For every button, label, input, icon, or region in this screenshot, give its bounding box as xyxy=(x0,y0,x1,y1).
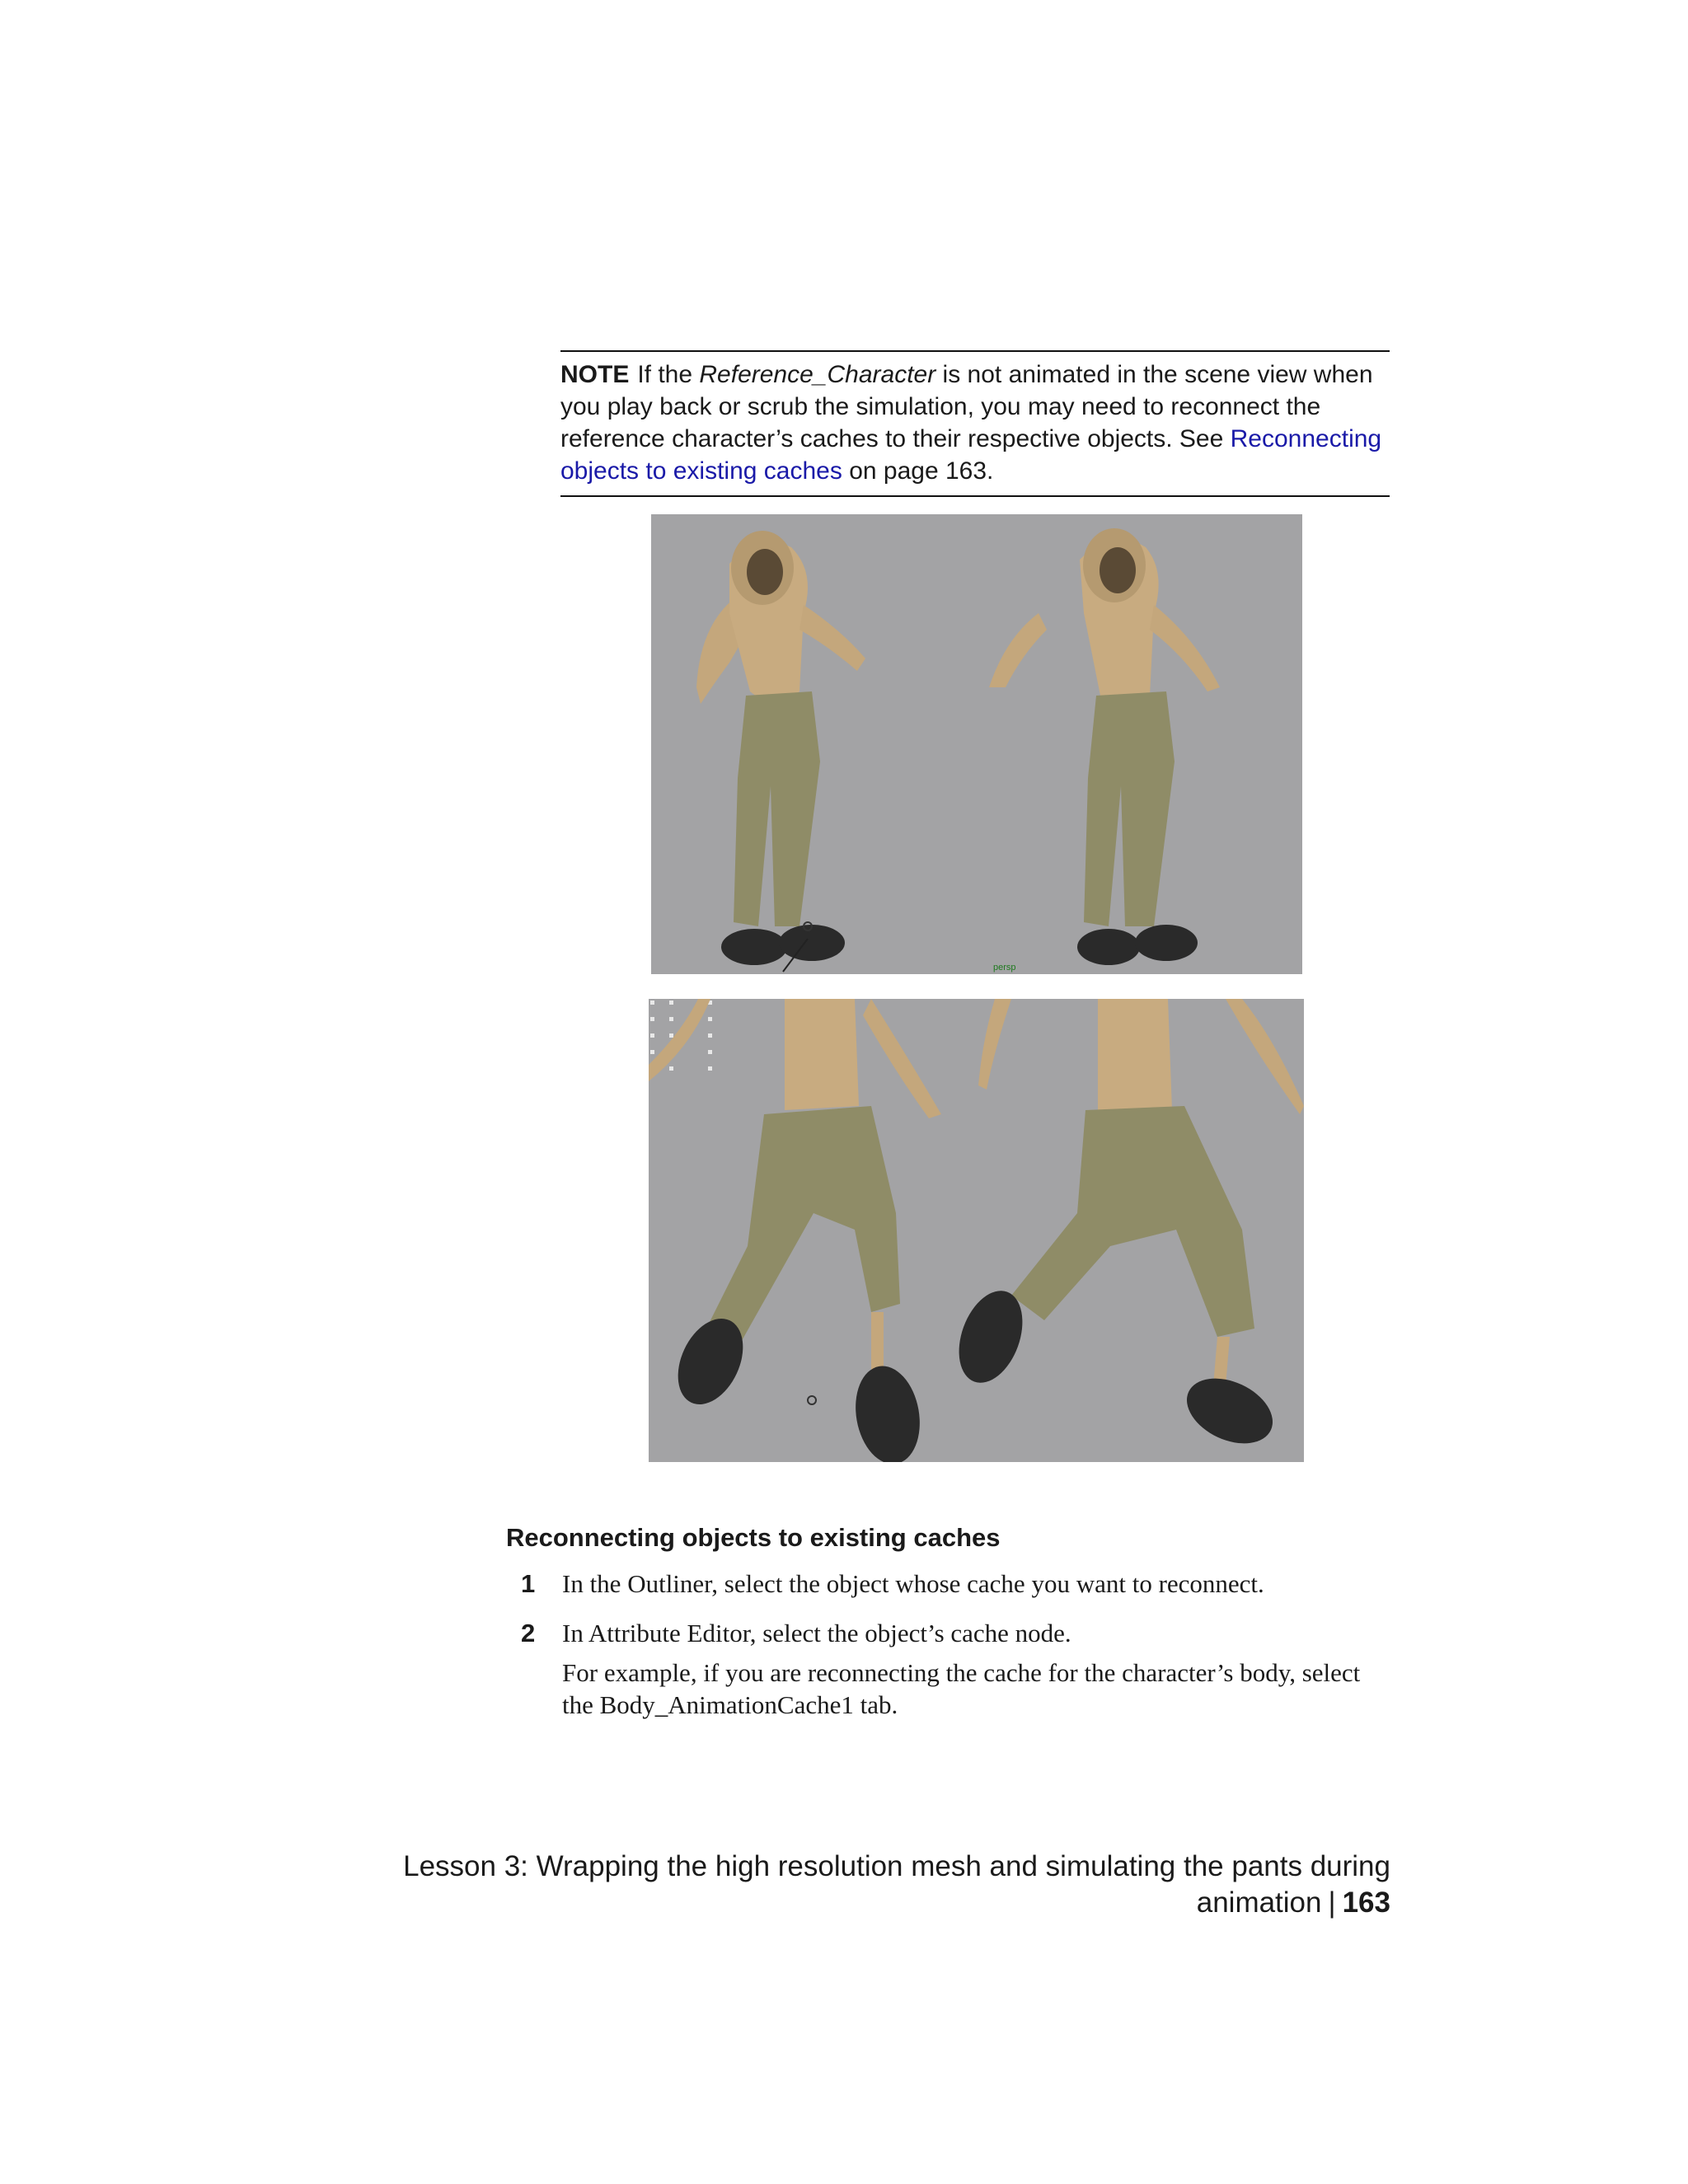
left-lower-body xyxy=(649,999,941,1462)
character-render-top xyxy=(651,514,1302,974)
step-number: 1 xyxy=(521,1569,536,1598)
note-box xyxy=(560,350,1390,497)
footer-separator: | xyxy=(1328,1886,1336,1919)
right-lower-body xyxy=(947,999,1304,1456)
character-render-bottom xyxy=(649,999,1304,1462)
note-text-after: on page 163. xyxy=(842,457,994,485)
note-text-middle: is not animated in the scene view when you play back or scrub the simulation, you may need to reconnect the reference character’s caches to their respective objects. See xyxy=(560,361,1373,452)
page-number: 163 xyxy=(1342,1886,1390,1919)
note-label: NOTE xyxy=(560,361,630,388)
section-heading: Reconnecting objects to existing caches xyxy=(506,1523,1001,1552)
running-title: Lesson 3: Wrapping the high resolution mesh and simulating the pants during animation xyxy=(403,1850,1390,1919)
note-text-before: If the xyxy=(637,361,700,388)
step-text: In the Outliner, select the object whose cache you want to reconnect. xyxy=(562,1569,1264,1598)
page-footer xyxy=(227,1849,1390,1921)
step-number: 2 xyxy=(521,1619,536,1647)
left-character xyxy=(696,531,865,965)
figure-viewport-front-views xyxy=(651,514,1302,974)
step-text: In Attribute Editor, select the object’s cache node. xyxy=(562,1619,1071,1647)
right-character xyxy=(989,528,1220,965)
note-italic-term: Reference_Character xyxy=(699,361,936,388)
note-cross-reference-link[interactable]: Reconnecting objects to existing caches xyxy=(560,425,1382,485)
viewport-label: persp xyxy=(993,963,1016,972)
step-2-detail: For example, if you are reconnecting the cache for the character’s body, select the Body_AnimationCache1 tab. xyxy=(562,1658,1361,1719)
figure-viewport-lower-body-views xyxy=(649,999,1304,1462)
